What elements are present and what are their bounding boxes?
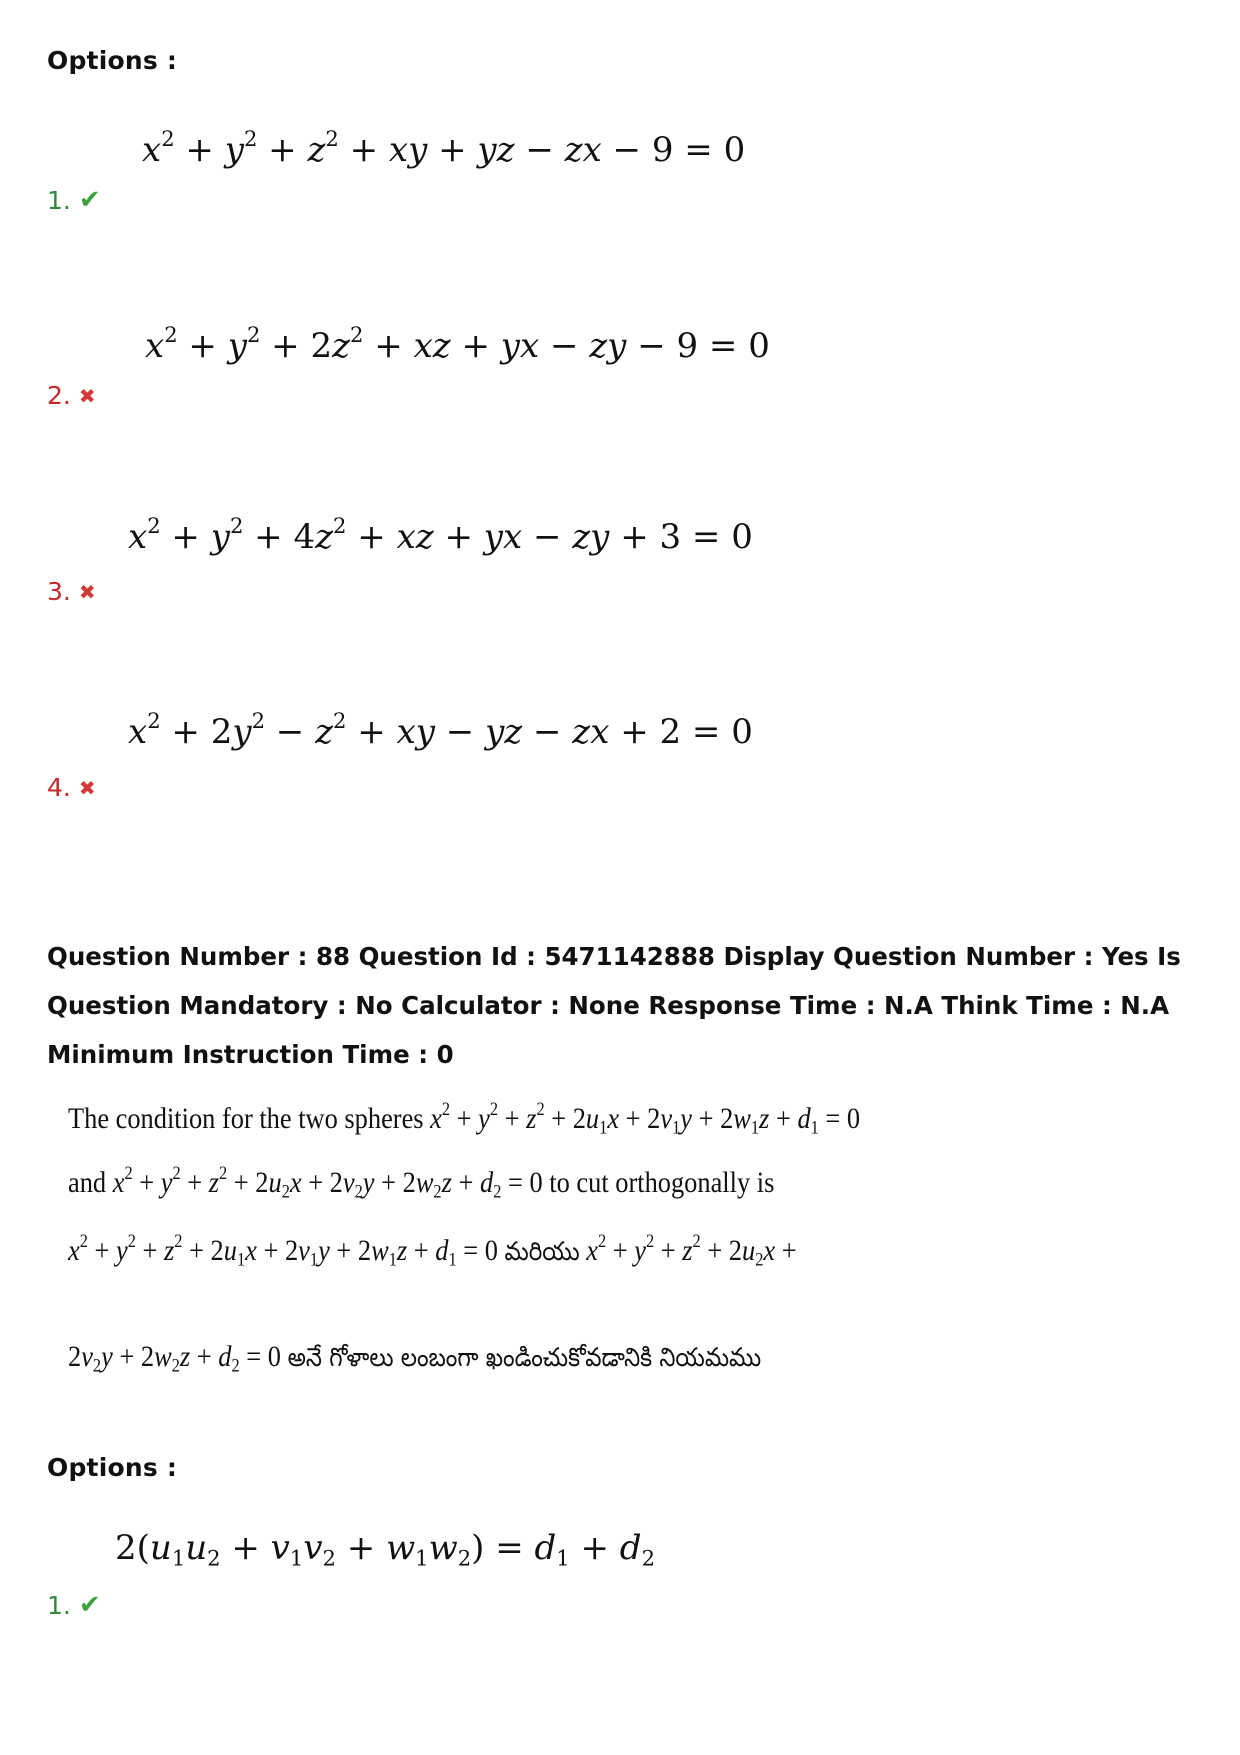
q88-option-1-marker: [47, 1590, 101, 1620]
cross-icon: ✖: [78, 579, 96, 604]
question-text-te-1: మరియు: [504, 1237, 580, 1267]
option-3-equation: $x^2 + y^2 + 4z^2$ + xz + yx − zy + 3 = 0: [128, 512, 753, 557]
option-number: 1.: [47, 185, 71, 215]
option-number: 1.: [47, 1590, 71, 1620]
option-2-marker: [47, 381, 96, 410]
options-heading: Options :: [47, 46, 178, 75]
option-number: 2.: [47, 381, 71, 410]
option-number: 4.: [47, 773, 71, 802]
question-text-line-3: $x^2 + y^2 + z^2 + 2u_1x + 2v_1y + 2w_1z + d_1 = 0$ మరియు $x^2 + y^2 + z^2 + 2u_2x$ +: [68, 1230, 797, 1271]
option-3-marker: [47, 577, 96, 606]
q88-option-1-equation: $2(u_1u_2 + v_1v_2 + w_1w_2) = d_1 + d_2$: [115, 1528, 655, 1571]
options-heading-2: Options :: [47, 1453, 178, 1482]
cross-icon: ✖: [78, 775, 96, 800]
question-text-en-3: to cut orthogonally is: [549, 1166, 775, 1199]
option-4-marker: [47, 773, 96, 802]
option-1-equation: $x^2 + y^2 + z^2$ + xy + yz − zx − 9 = 0: [142, 125, 746, 170]
option-2-equation: $x^2 + y^2 + 2z^2$ + xz + yx − zy − 9 = 0: [145, 321, 770, 366]
cross-icon: ✖: [78, 383, 96, 408]
question-text-line-4: $2v_2y + 2w_2z + d_2 = 0$ అనే గోళాలు లంబంగా ఖండించుకోవడానికి నియమము: [68, 1340, 762, 1377]
question-text-en-2: and: [68, 1166, 107, 1199]
option-1-marker: [47, 185, 101, 215]
question-text-line-2: and $x^2 + y^2 + z^2 + 2u_2x + 2v_2y + 2w_2z + d_2 = 0$ to cut orthogonally is: [68, 1162, 775, 1203]
check-icon: ✔: [78, 185, 101, 215]
option-number: 3.: [47, 577, 71, 606]
question-metadata: Question Number : 88 Question Id : 5471142888 Display Question Number : Yes Is Question Mandatory : No Calculator : None Response Time : N.A Think Time : N.A Minimum Instruction Time : 0: [47, 942, 1181, 1069]
question-text-line-1: The condition for the two spheres $x^2 + y^2 + z^2 + 2u_1x + 2v_1y + 2w_1z + d_1 = 0$: [68, 1098, 861, 1139]
option-4-equation: $x^2 + 2y^2 - z^2$ + xy − yz − zx + 2 = 0: [128, 707, 753, 752]
check-icon: ✔: [78, 1590, 101, 1620]
question-text-te-2: అనే గోళాలు లంబంగా ఖండించుకోవడానికి నియమము: [287, 1343, 762, 1373]
question-text-en-1: The condition for the two spheres: [68, 1102, 424, 1135]
